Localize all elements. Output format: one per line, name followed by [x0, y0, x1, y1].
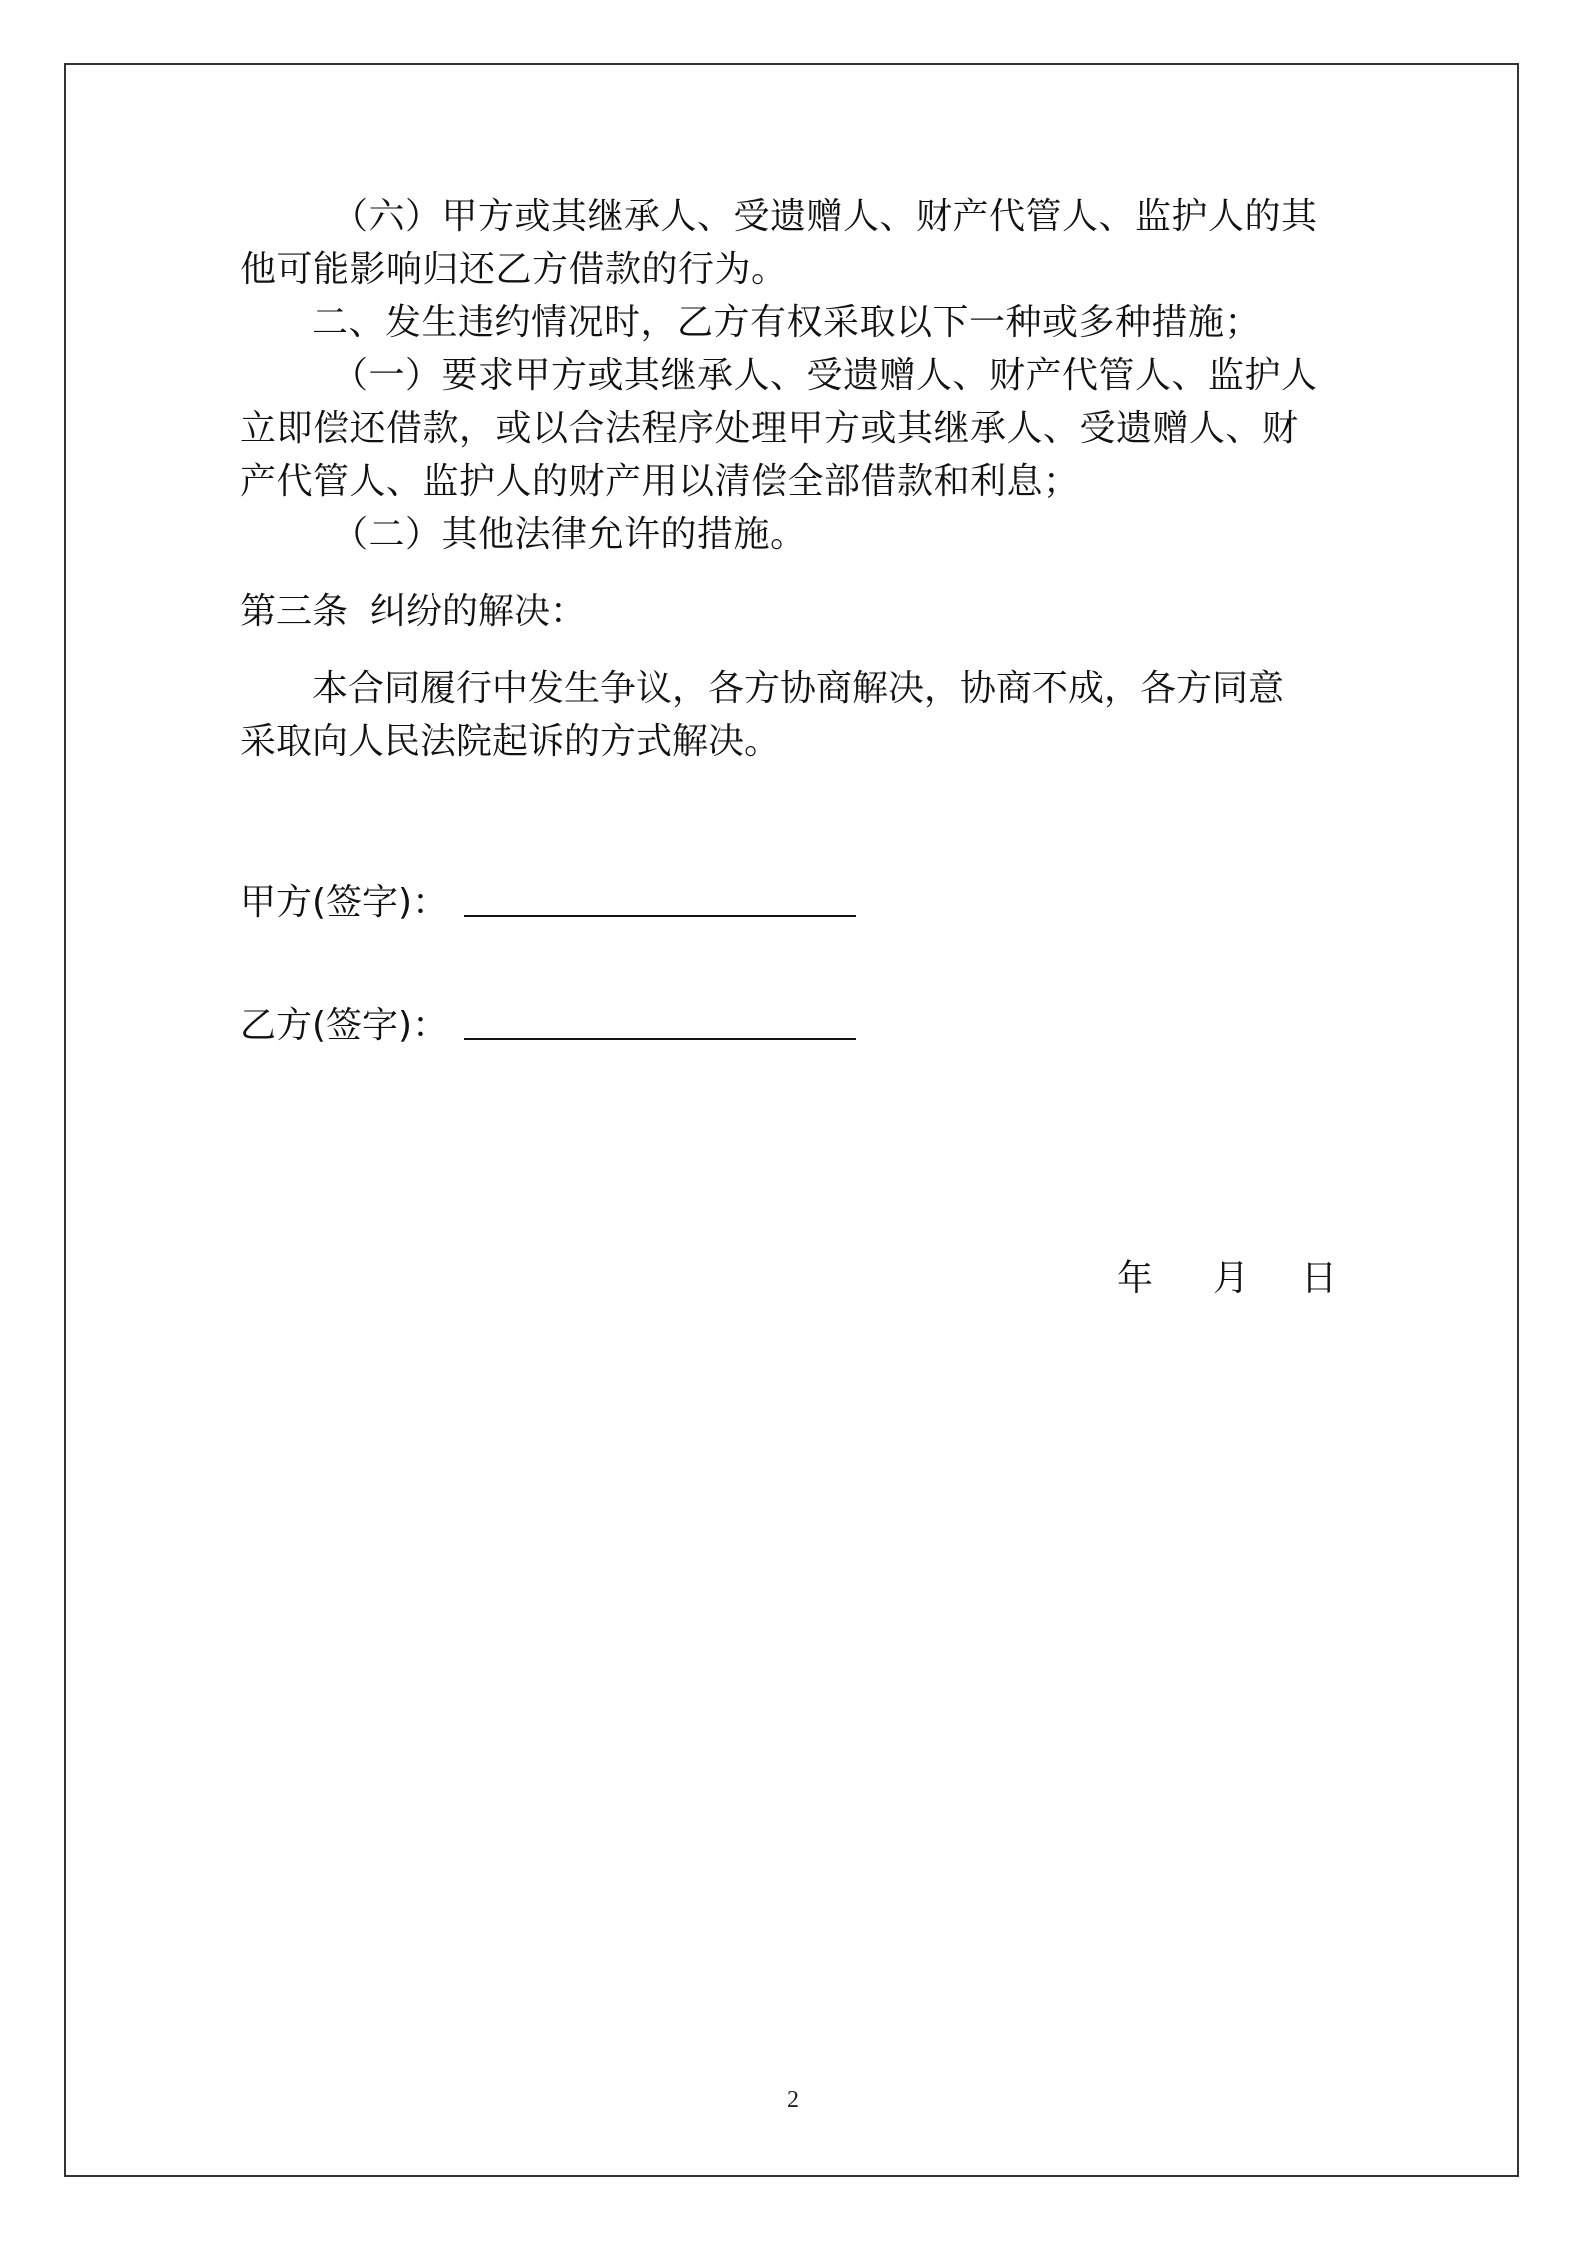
- date-year-label: 年: [1117, 1258, 1154, 1299]
- measure-two: （二）其他法律允许的措施。: [332, 514, 807, 555]
- dispute-resolution-line-1: 本合同履行中发生争议，各方协商解决，协商不成，各方同意: [312, 668, 1285, 709]
- date-month-label: 月: [1213, 1258, 1250, 1299]
- page-number: 2: [787, 2087, 799, 2113]
- clause-body: [240, 190, 1340, 561]
- signing-date: [1117, 1252, 1337, 1305]
- measure-one-line-2: 立即偿还借款，或以合法程序处理甲方或其继承人、受遗赠人、财: [240, 408, 1299, 449]
- article-three-heading: [240, 585, 586, 638]
- party-b-signature-row: [240, 999, 856, 1052]
- date-day-label: 日: [1301, 1258, 1338, 1299]
- dispute-resolution-line-2: 采取向人民法院起诉的方式解决。: [240, 721, 781, 762]
- party-a-signature-line[interactable]: [464, 915, 856, 917]
- dispute-resolution-paragraph: [240, 662, 1284, 768]
- party-b-signature-label: 乙方(签字)：: [240, 1005, 449, 1046]
- measure-one-line-1: （一）要求甲方或其继承人、受遗赠人、财产代管人、监护人: [332, 355, 1318, 396]
- article-three-number: 第三条: [240, 591, 349, 632]
- party-b-signature-line[interactable]: [464, 1038, 856, 1040]
- measure-one-line-3: 产代管人、监护人的财产用以清偿全部借款和利息；: [240, 461, 1080, 502]
- clause-item-six-line-1: （六）甲方或其继承人、受遗赠人、财产代管人、监护人的其: [332, 196, 1318, 237]
- breach-measures-paragraph: 二、发生违约情况时，乙方有权采取以下一种或多种措施；: [312, 302, 1262, 343]
- article-three-title: 纠纷的解决：: [370, 591, 587, 632]
- party-a-signature-row: [240, 876, 856, 929]
- party-a-signature-label: 甲方(签字)：: [240, 882, 449, 923]
- clause-item-six-line-2: 他可能影响归还乙方借款的行为。: [240, 249, 788, 290]
